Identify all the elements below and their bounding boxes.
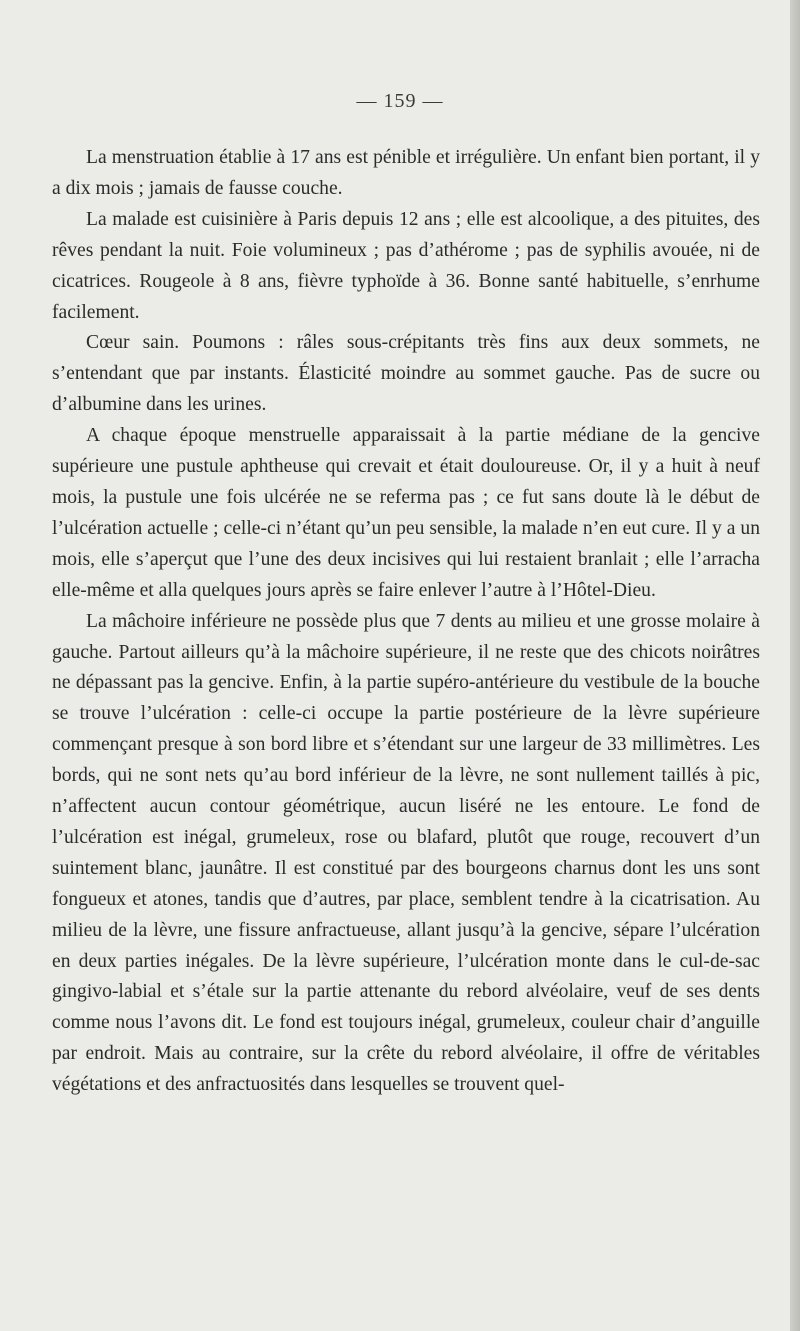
body-text [52, 143, 760, 1101]
paragraph: La mâchoire inférieure ne possède plus que 7 dents au milieu et une grosse molaire à gauche. Partout ailleurs qu’à la mâchoire supérieure, il ne reste que des chicots noirâtres ne dépassant pas la gencive. Enfin, à la partie supéro-antérieure du vestibule de la bouche se trouve l’ulcération : celle-ci occupe la partie postérieure de la lèvre supérieure commençant presque à son bord libre et s’étendant sur une largeur de 33 millimètres. Les bords, qui ne sont nets qu’au bord inférieur de la lèvre, ne sont nullement taillés à pic, n’affectent aucun contour géométrique, aucun liséré ne les entoure. Le fond de l’ulcération est inégal, grumeleux, rose ou blafard, plutôt que rouge, recouvert d’un suintement blanc, jaunâtre. Il est constitué par des bourgeons charnus dont les uns sont fongueux et atones, tandis que d’autres, par place, semblent tendre à la cicatrisation. Au milieu de la lèvre, une fissure anfractueuse, allant jusqu’à la gencive, sépare l’ulcération en deux parties inégales. De la lèvre supérieure, l’ulcération monte dans le cul-de-sac gingivo-labial et s’étale sur la partie attenante du rebord alvéolaire, veuf de ses dents comme nous l’avons dit. Le fond est toujours inégal, grumeleux, couleur chair d’anguille par endroit. Mais au contraire, sur la crête du rebord alvéolaire, il offre de véritables végétations et des anfractuosités dans lesquelles se trouvent quel- [52, 610, 760, 1096]
page-edge [790, 0, 800, 1331]
paragraph: Cœur sain. Poumons : râles sous-crépitants très fins aux deux sommets, ne s’entendant que par instants. Élasticité moindre au sommet gauche. Pas de sucre ou d’albumine dans les urines. [52, 332, 760, 416]
paragraph: La malade est cuisinière à Paris depuis 12 ans ; elle est alcoolique, a des pituites, des rêves pendant la nuit. Foie volumineux ; pas d’athérome ; pas de syphilis avouée, ni de cicatrices. Rougeole à 8 ans, fièvre typhoïde à 36. Bonne santé habituelle, s’enrhume facilement. [52, 208, 760, 323]
paragraph: La menstruation établie à 17 ans est pénible et irrégulière. Un enfant bien portant, il y a dix mois ; jamais de fausse couche. [52, 147, 760, 199]
paragraph: A chaque époque menstruelle apparaissait à la partie médiane de la gencive supérieure une pustule aphtheuse qui crevait et était douloureuse. Or, il y a huit à neuf mois, la pustule une fois ulcérée ne se referma pas ; ce fut sans doute là le début de l’ulcération actuelle ; celle-ci n’étant qu’un peu sensible, la malade n’en eut cure. Il y a un mois, elle s’aperçut que l’une des deux incisives qui lui restaient branlait ; elle l’arracha elle-même et alla quelques jours après se faire enlever l’autre à l’Hôtel-Dieu. [52, 425, 760, 601]
page-number: — 159 — [356, 90, 444, 112]
